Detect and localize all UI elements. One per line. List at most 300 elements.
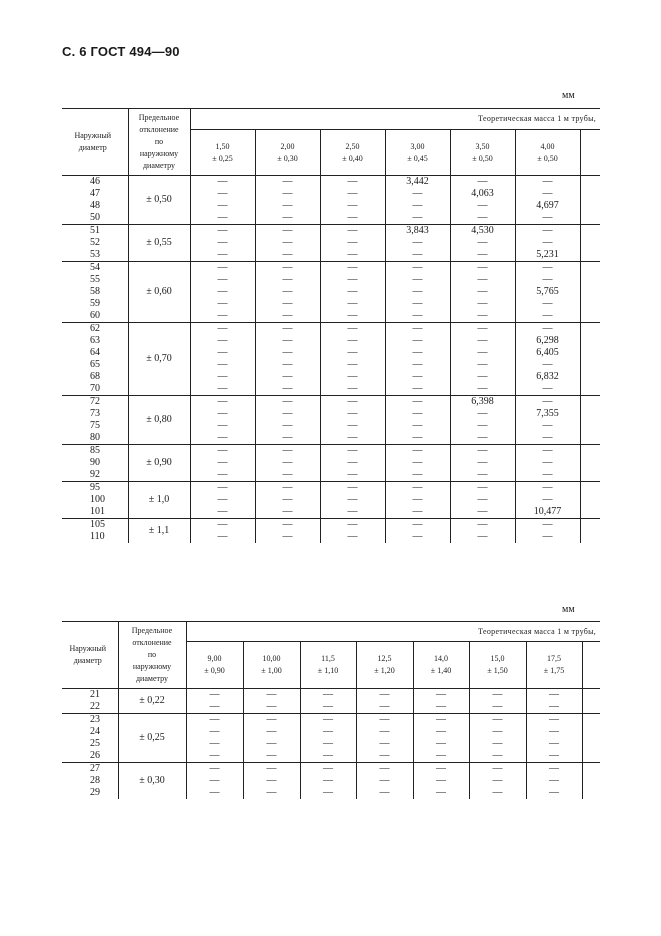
outer-diameter: 105 [90,519,105,530]
outer-diameter: 95 [90,482,100,493]
mass-value: — [282,506,293,517]
outer-diameter: 46 [90,176,100,187]
mass-value: — [379,775,390,786]
mass-value: — [412,396,423,407]
outer-diameter: 21 [90,689,100,700]
outer-diameter: 75 [90,420,100,431]
mass-value: — [412,286,423,297]
header-outer-diameter: Наружный диаметр [62,622,118,689]
mass-value: — [412,506,423,517]
outer-diameter: 110 [90,531,105,542]
outer-diameter: 24 [90,726,100,737]
mass-value: — [282,323,293,334]
spacer-cell [580,262,600,323]
mass-value: — [217,519,228,530]
mass-value: — [436,750,446,761]
mass-value: — [347,323,358,334]
mass-value: — [323,714,333,725]
mass-value: — [412,200,423,211]
mass-value: — [549,689,559,700]
mass-cell [469,714,526,763]
mass-value: — [412,531,423,542]
mass-value: — [282,494,293,505]
outer-diameter: 29 [90,787,100,798]
mass-value: — [347,212,358,223]
mass-value: — [379,787,390,798]
mass-value: — [477,469,488,480]
mass-value: — [412,371,423,382]
mass-value: — [542,469,553,480]
mass-value: — [492,775,503,786]
mass-value: — [217,286,228,297]
mass-value: — [412,469,423,480]
mass-value: — [282,420,293,431]
mass-value: 3,843 [406,225,429,236]
mass-value: — [282,482,293,493]
wall-tolerance: ± 0,40 [342,153,363,163]
mass-cell [300,763,356,800]
mass-value: — [542,531,553,542]
tolerance-cell: ± 0,50 [128,176,190,225]
mass-value: — [542,359,553,370]
wall-thickness: 2,50 [345,141,360,151]
mass-value: — [492,689,503,700]
mass-value: — [347,249,358,260]
mass-cell [356,689,413,714]
mass-cell [515,445,580,482]
mass-value: — [542,212,553,223]
mass-value: — [542,445,553,456]
mass-value: — [323,763,333,774]
outer-diameter-cell [62,323,128,396]
mass-value: — [347,359,358,370]
outer-diameter: 51 [90,225,100,236]
spacer-cell [582,714,600,763]
mass-cell [255,445,320,482]
mass-value: — [379,689,390,700]
mass-value: — [347,371,358,382]
mass-value: — [266,775,277,786]
mass-cell [385,519,450,544]
mass-value: — [477,274,488,285]
mass-cell [255,262,320,323]
mass-value: — [282,383,293,394]
mass-value: — [282,432,293,443]
mass-cell [320,262,385,323]
mass-value: — [217,237,228,248]
outer-diameter: 26 [90,750,100,761]
wall-tolerance: ± 0,45 [407,153,428,163]
wall-thickness-header [190,130,255,176]
outer-diameter-cell [62,445,128,482]
spacer-cell [580,176,600,225]
mass-value: — [477,445,488,456]
mass-cell [190,396,255,445]
mass-cell [515,323,580,396]
mass-value: — [549,775,559,786]
mass-value: — [266,701,277,712]
mass-value: — [209,714,220,725]
mass-value: — [323,787,333,798]
mass-value: — [209,726,220,737]
mass-value: — [477,286,488,297]
mass-value: — [347,531,358,542]
mass-value: — [477,432,488,443]
mass-cell [320,519,385,544]
wall-tolerance: ± 1,75 [543,666,565,675]
mass-cell [526,714,582,763]
mass-value: 5,231 [536,249,559,260]
mass-value: — [217,200,228,211]
table-row-group [62,714,600,763]
mass-value: 6,832 [536,371,559,382]
mass-cell [356,714,413,763]
wall-thickness-header [450,130,515,176]
mass-value: — [323,775,333,786]
mass-value: 4,697 [536,200,559,211]
mass-value: — [217,335,228,346]
mass-value: — [542,494,553,505]
mass-cell [450,396,515,445]
tolerance-cell: ± 1,1 [128,519,190,544]
outer-diameter: 53 [90,249,100,260]
mass-cell [450,519,515,544]
mass-value: — [347,188,358,199]
mass-value: — [477,371,488,382]
mass-value: — [412,237,423,248]
mass-cell [515,519,580,544]
mass-value: — [436,763,446,774]
mass-cell [320,482,385,519]
mass-value: — [347,494,358,505]
mass-cell [413,763,469,800]
mass-value: — [542,396,553,407]
mass-value: — [217,383,228,394]
page-header: С. 6 ГОСТ 494—90 [62,44,180,59]
wall-thickness-header [385,130,450,176]
mass-value: — [217,249,228,260]
mass-cell [385,396,450,445]
table-row-group [62,519,600,544]
tolerance-cell: ± 0,22 [118,689,186,714]
outer-diameter: 28 [90,775,100,786]
outer-diameter: 22 [90,701,100,712]
mass-value: — [266,738,277,749]
wall-thickness: 9,00 [207,654,222,663]
mass-value: — [347,176,358,187]
mass-value: — [412,310,423,321]
spacer-cell [580,323,600,396]
mass-cell [450,445,515,482]
mass-value: — [436,689,446,700]
outer-diameter: 54 [90,262,100,273]
mass-value: — [477,200,488,211]
mass-cell [469,689,526,714]
wall-thickness: 11,5 [321,654,335,663]
spacer-cell [580,482,600,519]
mass-value: — [379,714,390,725]
mass-value: — [477,335,488,346]
mass-value: — [477,408,488,419]
mass-value: — [323,750,333,761]
mass-value: — [492,750,503,761]
wall-thickness-header [515,130,580,176]
mass-cell [450,262,515,323]
mass-value: — [542,323,553,334]
mass-value: — [379,701,390,712]
mass-value: — [282,237,293,248]
table-row-group [62,763,600,800]
wall-thickness-header [255,130,320,176]
mass-value: — [217,457,228,468]
wall-tolerance: ± 1,10 [317,666,339,675]
mass-value: — [347,274,358,285]
mass-value: — [379,763,390,774]
mass-cell [243,689,300,714]
table-row-group [62,396,600,445]
mass-value: — [477,310,488,321]
table-row-group [62,445,600,482]
mass-cell [255,482,320,519]
spacer-cell [580,519,600,544]
mass-value: — [266,714,277,725]
mass-value: — [542,274,553,285]
mass-value: — [217,371,228,382]
mass-value: 4,530 [471,225,494,236]
mass-value: — [347,286,358,297]
mass-cell [255,519,320,544]
mass-value: — [542,298,553,309]
outer-diameter: 47 [90,188,100,199]
wall-thickness: 17,5 [547,654,561,663]
mass-cell [515,176,580,225]
outer-diameter: 62 [90,323,100,334]
wall-thickness-header [526,642,582,689]
mass-value: — [217,506,228,517]
mass-value: — [477,237,488,248]
outer-diameter-cell [62,689,118,714]
header-spacer [580,130,600,176]
wall-thickness: 14,0 [434,654,448,663]
mass-cell [450,482,515,519]
wall-thickness: 3,50 [475,141,490,151]
mass-value: — [492,763,503,774]
mass-cell [385,323,450,396]
header-mass: Теоретическая масса 1 м трубы, [186,622,600,642]
mass-value: — [266,750,277,761]
mass-value: — [282,519,293,530]
mass-value: — [282,262,293,273]
mass-value: — [412,188,423,199]
mass-value: — [347,262,358,273]
mass-cell [190,519,255,544]
mass-value: — [477,420,488,431]
mass-value: — [412,519,423,530]
mass-value: 10,477 [533,506,562,517]
mass-value: — [282,274,293,285]
mass-cell [385,445,450,482]
outer-diameter: 63 [90,335,100,346]
mass-cell [515,262,580,323]
mass-cell [186,689,243,714]
mass-value: — [217,212,228,223]
mass-value: — [477,531,488,542]
mass-value: — [412,432,423,443]
mass-value: — [412,494,423,505]
mass-value: — [282,408,293,419]
mass-value: — [477,359,488,370]
mass-value: — [477,212,488,223]
mass-value: — [347,482,358,493]
mass-value: — [217,432,228,443]
mass-value: — [412,408,423,419]
mass-cell [190,225,255,262]
outer-diameter: 80 [90,432,100,443]
wall-tolerance: ± 0,25 [212,153,233,163]
mass-cell [469,763,526,800]
spacer-cell [580,445,600,482]
mass-value: 6,398 [471,396,494,407]
mass-value: — [436,714,446,725]
wall-thickness-header [320,130,385,176]
mass-value: — [477,262,488,273]
mass-value: — [549,787,559,798]
mass-value: — [477,506,488,517]
table-row-group [62,225,600,262]
wall-thickness: 12,5 [377,654,392,663]
wall-tolerance: ± 0,30 [277,153,298,163]
mass-value: — [282,396,293,407]
mass-value: — [477,494,488,505]
outer-diameter: 70 [90,383,100,394]
pipe-mass-table-2 [62,621,600,799]
mass-value: — [347,298,358,309]
mass-value: — [347,225,358,236]
mass-value: — [209,701,220,712]
mass-value: — [542,188,553,199]
outer-diameter: 65 [90,359,100,370]
mass-value: — [217,262,228,273]
mass-value: — [217,469,228,480]
table-row-group [62,689,600,714]
mass-value: — [542,519,553,530]
mass-value: — [412,323,423,334]
mass-cell [190,176,255,225]
mass-value: — [412,274,423,285]
mass-value: — [412,347,423,358]
spacer-cell [582,763,600,800]
outer-diameter: 90 [90,457,100,468]
mass-cell [255,323,320,396]
outer-diameter: 59 [90,298,100,309]
mass-value: — [347,237,358,248]
outer-diameter: 72 [90,396,100,407]
mass-value: — [323,738,333,749]
mass-value: — [217,176,228,187]
mass-value: — [266,787,277,798]
wall-thickness-header [300,642,356,689]
outer-diameter-cell [62,262,128,323]
outer-diameter-cell [62,482,128,519]
mass-value: — [412,298,423,309]
mass-value: — [542,262,553,273]
mass-value: — [282,359,293,370]
mass-value: — [323,701,333,712]
tolerance-cell: ± 0,55 [128,225,190,262]
mass-value: — [412,335,423,346]
mass-value: — [282,371,293,382]
mass-cell [255,396,320,445]
mass-value: — [217,408,228,419]
mass-cell [385,176,450,225]
mass-value: 6,405 [536,347,559,358]
mass-cell [190,323,255,396]
mass-value: — [477,482,488,493]
mass-cell [413,689,469,714]
mass-cell [515,482,580,519]
outer-diameter: 23 [90,714,100,725]
mass-value: — [266,763,277,774]
mass-value: — [217,347,228,358]
mass-value: — [347,506,358,517]
mass-value: — [282,531,293,542]
mass-value: — [412,212,423,223]
mass-value: 5,765 [536,286,559,297]
mass-value: — [217,225,228,236]
mass-value: — [436,775,446,786]
mass-cell [255,225,320,262]
mass-value: — [412,457,423,468]
mass-value: — [549,714,559,725]
outer-diameter: 58 [90,286,100,297]
table1-units: мм [562,90,575,101]
spacer-cell [580,225,600,262]
outer-diameter: 101 [90,506,105,517]
mass-value: — [412,420,423,431]
mass-value: — [379,726,390,737]
mass-value: — [477,176,488,187]
mass-cell [320,176,385,225]
mass-value: — [492,726,503,737]
mass-cell [526,763,582,800]
outer-diameter: 64 [90,347,100,358]
mass-value: — [412,249,423,260]
mass-value: — [412,482,423,493]
mass-value: — [412,359,423,370]
mass-cell [450,225,515,262]
mass-value: — [542,383,553,394]
mass-value: — [542,176,553,187]
wall-thickness-header [243,642,300,689]
mass-cell [300,689,356,714]
outer-diameter: 92 [90,469,100,480]
mass-value: — [282,225,293,236]
mass-value: — [282,176,293,187]
mass-value: — [266,689,277,700]
wall-tolerance: ± 0,50 [472,153,493,163]
mass-cell [526,689,582,714]
outer-diameter-cell [62,714,118,763]
wall-thickness: 4,00 [540,141,555,151]
tolerance-cell: ± 0,60 [128,262,190,323]
mass-value: — [209,775,220,786]
mass-value: — [412,262,423,273]
outer-diameter: 73 [90,408,100,419]
mass-value: — [542,225,553,236]
outer-diameter: 52 [90,237,100,248]
mass-value: — [209,750,220,761]
mass-cell [190,262,255,323]
